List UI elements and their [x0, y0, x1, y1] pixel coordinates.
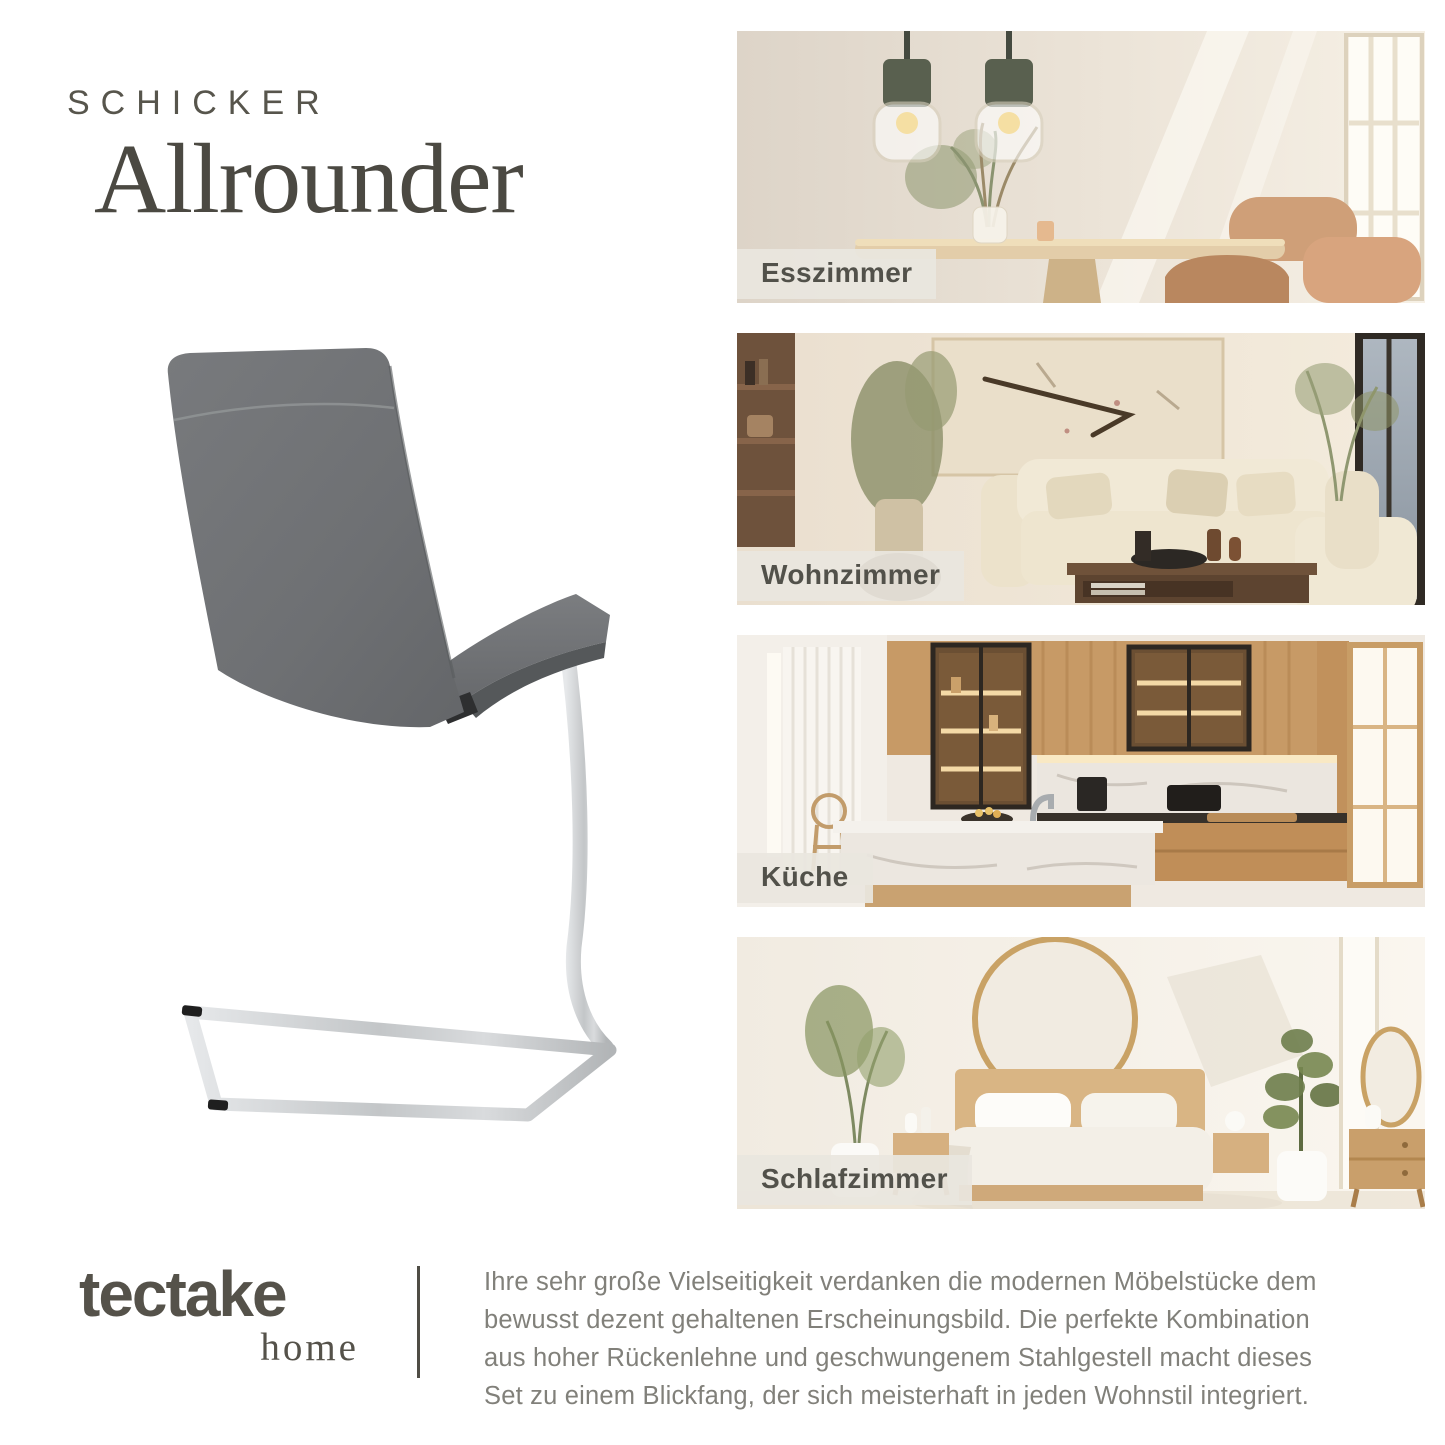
- room-label-wohnzimmer: Wohnzimmer: [737, 551, 964, 601]
- product-photo-chair: [98, 332, 658, 1132]
- chair-seat: [438, 594, 610, 724]
- brand-logo: [79, 1258, 359, 1369]
- header-kicker: SCHICKER: [67, 84, 331, 122]
- description-line: Set zu einem Blickfang, der sich meisterhaft in jeden Wohnstil integriert.: [484, 1382, 1310, 1410]
- room-label-schlafzimmer: Schlafzimmer: [737, 1155, 972, 1205]
- room-card-kueche: [737, 635, 1425, 907]
- product-description: [484, 1263, 1394, 1415]
- room-card-esszimmer: [737, 31, 1425, 303]
- brand-name: tectake: [79, 1258, 286, 1330]
- description-line: aus hoher Rückenlehne und geschwungenem Stahlgestell macht dieses: [484, 1344, 1313, 1372]
- room-photo-list: [737, 31, 1425, 1209]
- room-card-wohnzimmer: [737, 333, 1425, 605]
- room-label-esszimmer: Esszimmer: [737, 249, 936, 299]
- room-label-kueche: Küche: [737, 853, 873, 903]
- window: [1350, 645, 1420, 885]
- description-line: Ihre sehr große Vielseitigkeit verdanken die modernen Möbelstücke dem: [484, 1268, 1317, 1296]
- chair-backrest: [168, 348, 464, 727]
- room-card-schlafzimmer: [737, 937, 1425, 1209]
- bookshelf: [737, 333, 795, 547]
- glass-cabinet-tall: [933, 645, 1029, 807]
- footer-divider: [417, 1266, 420, 1378]
- wall-art: [933, 339, 1223, 475]
- page-title: Allrounder: [94, 123, 523, 234]
- glass-cabinet-wide: [1129, 647, 1249, 749]
- description-line: bewusst dezent gehaltenen Erscheinungsbild. Die perfekte Kombination: [484, 1306, 1310, 1334]
- brand-subname: home: [260, 1326, 359, 1369]
- foreground-chair: [1165, 255, 1289, 303]
